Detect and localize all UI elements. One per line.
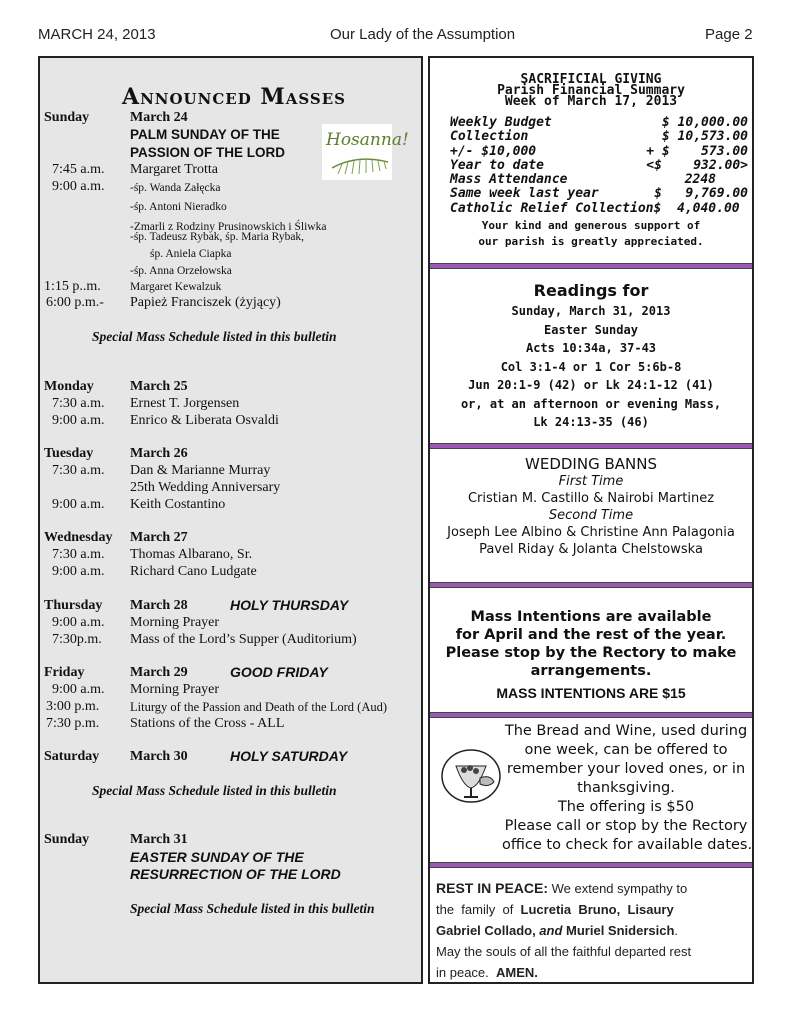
header-page: Page 2 — [705, 26, 753, 43]
feast-title: PASSION OF THE LORD — [130, 145, 286, 160]
special-schedule-note: Special Mass Schedule listed in this bulletin — [130, 901, 375, 916]
rip-names: Muriel Snidersich — [562, 923, 675, 938]
section-divider — [430, 862, 752, 868]
giving-row — [450, 130, 748, 144]
giving-value: 2248 — [684, 172, 716, 188]
reading-line: Easter Sunday — [544, 322, 638, 337]
giving-title-line: SACRIFICIAL GIVING — [520, 72, 662, 87]
giving-row — [450, 173, 748, 187]
hosanna-text: Hosanna! — [326, 130, 409, 150]
giving-title — [430, 74, 752, 107]
date-label: March 28 — [130, 598, 188, 613]
special-schedule-note: Special Mass Schedule listed in this bulletin — [92, 783, 337, 798]
banns-couple: Joseph Lee Albino & Christine Ann Palagonia — [447, 525, 735, 540]
giving-value: <$ 932.00> — [646, 157, 748, 173]
reading-line: Lk 24:13-35 (46) — [533, 415, 649, 429]
feast-title: RESURRECTION OF THE LORD — [130, 866, 341, 882]
mass-time: 9:00 a.m. — [52, 179, 105, 194]
giving-value: $ 10,000.00 — [661, 115, 748, 130]
banns-couple: Pavel Riday & Jolanta Chelstowska — [479, 542, 703, 557]
mass-time: 7:45 a.m. — [52, 162, 105, 177]
day-label: Thursday — [44, 598, 103, 613]
mass-intention: Margaret Kewalzuk — [130, 281, 222, 293]
giving-label: Weekly Budget — [450, 115, 552, 130]
giving-row — [450, 202, 748, 216]
bread-line: The offering is $50 — [557, 799, 695, 815]
mass-intention: śp. Aniela Ciapka — [150, 248, 232, 260]
right-column — [428, 56, 754, 984]
mass-intention: Dan & Marianne Murray — [130, 463, 271, 478]
rip-line: May the souls of all the faithful departed rest — [436, 944, 692, 959]
mass-time: 9:00 a.m. — [52, 564, 105, 579]
mass-intention: -śp. Anna Orzełowska — [130, 265, 232, 277]
intentions-line: Please stop by the Rectory to make — [445, 645, 737, 661]
day-label: Tuesday — [44, 446, 94, 461]
readings-list — [430, 302, 752, 432]
giving-label: Same week last year — [450, 186, 599, 202]
banns-title: WEDDING BANNS — [525, 455, 657, 473]
mass-time: 7:30 a.m. — [52, 396, 105, 411]
mass-intention: Papież Franciszek (żyjący) — [130, 295, 281, 310]
banns-first-time: First Time — [558, 474, 624, 489]
rip-line — [436, 878, 748, 899]
mass-intentions — [430, 608, 752, 680]
rip-line — [436, 962, 748, 983]
feast-title: PALM SUNDAY OF THE — [130, 127, 280, 142]
mass-intention: Enrico & Liberata Osvaldi — [130, 413, 279, 428]
rest-in-peace — [436, 878, 748, 983]
giving-label: Collection — [450, 129, 529, 145]
reading-line: or, at an afternoon or evening Mass, — [460, 396, 722, 411]
giving-value: $ 9,769.00 — [654, 186, 748, 202]
bread-wine-offer — [502, 722, 753, 855]
mass-time: 6:00 p.m.- — [46, 295, 104, 310]
rip-names: Lucretia Bruno, Lisaury — [520, 902, 674, 917]
mass-intention: Stations of the Cross - ALL — [130, 716, 285, 731]
date-label: March 31 — [130, 832, 188, 847]
mass-intention: -Zmarli z Rodziny Prusinowskich i Śliwka — [130, 221, 327, 233]
giving-thanks — [430, 218, 752, 250]
announced-masses-panel — [38, 56, 423, 984]
mass-intention: Morning Prayer — [130, 615, 220, 630]
giving-value: $ 10,573.00 — [661, 129, 748, 145]
mass-intention: 25th Wedding Anniversary — [130, 480, 281, 495]
chalice-bread-icon — [440, 748, 502, 804]
day-label: Sunday — [44, 832, 90, 847]
reading-line: Col 3:1-4 or 1 Cor 5:6b-8 — [500, 359, 682, 374]
mass-intention: -śp. Antoni Nieradko — [130, 201, 227, 213]
giving-label: Catholic Relief Collection — [450, 200, 654, 216]
giving-table — [450, 116, 748, 216]
bread-line: office to check for available dates. — [502, 837, 753, 853]
rip-text: . — [674, 923, 679, 938]
bread-line: one week, can be offered to — [524, 742, 728, 758]
giving-title-line: Week of March 17, 2013 — [504, 94, 678, 109]
giving-row — [450, 187, 748, 201]
day-label: Friday — [44, 665, 85, 680]
section-divider — [430, 582, 752, 588]
feast-title: GOOD FRIDAY — [230, 664, 328, 680]
day-label: Wednesday — [44, 530, 113, 545]
feast-title: EASTER SUNDAY OF THE — [130, 849, 304, 865]
mass-time: 9:00 a.m. — [52, 413, 105, 428]
reading-line: Acts 10:34a, 37-43 — [525, 341, 657, 355]
giving-thanks-line: our parish is greatly appreciated. — [478, 235, 704, 248]
mass-intention: Mass of the Lord’s Supper (Auditorium) — [130, 632, 357, 647]
mass-intention: Liturgy of the Passion and Death of the Lord (Aud) — [130, 700, 388, 714]
readings-title: Readings for — [533, 281, 649, 300]
mass-time: 9:00 a.m. — [52, 615, 105, 630]
giving-label: +/- $10,000 — [450, 143, 537, 159]
date-label: March 26 — [130, 446, 188, 461]
mass-intention: -śp. Tadeusz Rybak, śp. Maria Rybak, — [130, 231, 305, 243]
date-label: March 30 — [130, 749, 188, 764]
feast-title: HOLY THURSDAY — [230, 597, 349, 613]
mass-time: 9:00 a.m. — [52, 497, 105, 512]
date-label: March 27 — [130, 530, 188, 545]
banns-couple: Cristian M. Castillo & Nairobi Martinez — [467, 491, 715, 506]
rip-line — [436, 899, 748, 920]
mass-time: 1:15 p..m. — [44, 279, 101, 294]
bread-line: thanksgiving. — [577, 780, 675, 796]
special-schedule-note: Special Mass Schedule listed in this bulletin — [92, 329, 337, 344]
giving-title-line: Parish Financial Summary — [497, 83, 685, 98]
mass-time: 7:30p.m. — [52, 632, 102, 647]
day-label: Monday — [44, 379, 94, 394]
date-label: March 24 — [130, 110, 188, 125]
mass-intention: Morning Prayer — [130, 682, 220, 697]
giving-row — [450, 145, 748, 159]
intentions-price: MASS INTENTIONS ARE $15 — [496, 685, 686, 701]
mass-time: 9:00 a.m. — [52, 682, 105, 697]
giving-row — [450, 159, 748, 173]
intentions-line: arrangements. — [530, 663, 652, 679]
section-divider — [430, 712, 752, 718]
date-label: March 25 — [130, 379, 188, 394]
wedding-banns — [430, 456, 752, 558]
giving-value: $ 4,040.00 — [653, 200, 740, 216]
hosanna-image — [322, 124, 409, 180]
rip-label: REST IN PEACE: — [436, 880, 549, 896]
bread-line: The Bread and Wine, used during — [504, 723, 748, 739]
giving-label: Mass Attendance — [450, 172, 568, 188]
giving-value: + $ 573.00 — [646, 143, 748, 159]
reading-line: Jun 20:1-9 (42) or Lk 24:1-12 (41) — [468, 378, 714, 392]
mass-intention: -śp. Wanda Załęcka — [130, 182, 221, 194]
bread-line: Please call or stop by the Rectory — [504, 818, 748, 834]
mass-intention: Richard Cano Ludgate — [130, 564, 257, 579]
rip-and: and — [539, 923, 563, 938]
section-divider — [430, 263, 752, 269]
rip-names: Gabriel Collado, — [436, 923, 540, 938]
mass-intention: Keith Costantino — [130, 497, 226, 512]
mass-intention: Ernest T. Jorgensen — [130, 396, 240, 411]
rip-text: We extend sympathy to — [548, 881, 688, 896]
intentions-line: Mass Intentions are available — [470, 609, 712, 625]
day-label: Sunday — [44, 110, 90, 125]
giving-row — [450, 116, 748, 130]
masses-title: Announced Masses — [122, 84, 346, 110]
rip-amen: AMEN. — [496, 965, 538, 980]
bread-line: remember your loved ones, or in — [506, 761, 746, 777]
feast-title: HOLY SATURDAY — [230, 748, 348, 764]
mass-time: 3:00 p.m. — [46, 699, 100, 714]
giving-thanks-line: Your kind and generous support of — [481, 219, 701, 232]
rip-text: the family of — [436, 902, 521, 917]
header-parish: Our Lady of the Assumption — [330, 26, 516, 43]
header-date: MARCH 24, 2013 — [38, 26, 156, 43]
reading-line: Sunday, March 31, 2013 — [511, 304, 671, 318]
mass-time: 7:30 p.m. — [46, 716, 100, 731]
section-divider — [430, 443, 752, 449]
mass-intention: Thomas Albarano, Sr. — [130, 547, 253, 562]
rip-line — [436, 920, 748, 941]
rip-text: in peace. — [436, 965, 496, 980]
mass-time: 7:30 a.m. — [52, 463, 105, 478]
date-label: March 29 — [130, 665, 188, 680]
intentions-line: for April and the rest of the year. — [455, 627, 727, 643]
mass-time: 7:30 a.m. — [52, 547, 105, 562]
mass-intention: Margaret Trotta — [130, 162, 219, 177]
day-label: Saturday — [44, 749, 100, 764]
banns-second-time: Second Time — [548, 508, 634, 523]
giving-label: Year to date — [450, 157, 544, 173]
